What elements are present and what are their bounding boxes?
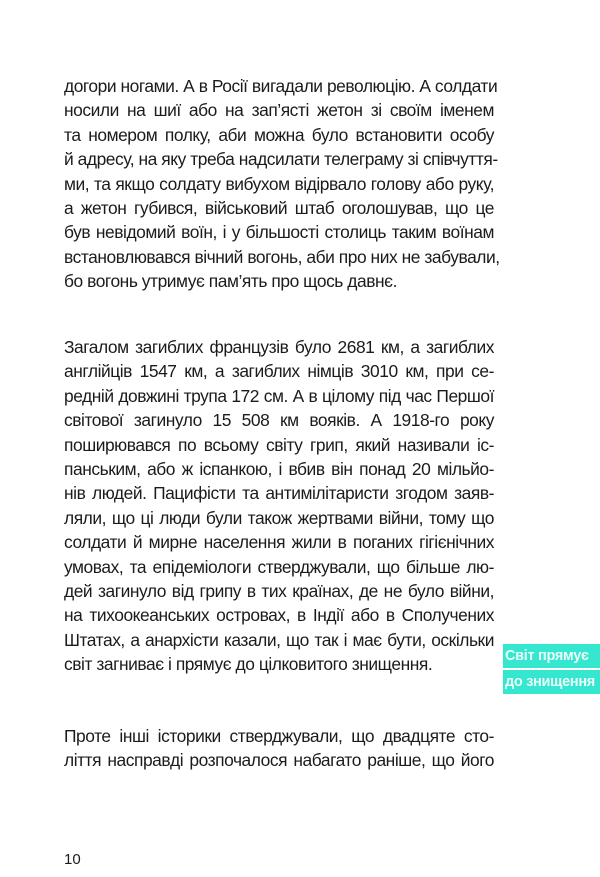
text-line: дей загинуло від грипу в тих країнах, де не було війни,: [64, 581, 494, 602]
text-line: бо вогонь утримує пам’ять про щось давнє.: [64, 271, 397, 292]
text-line: був невідомий воїн, і у більшості столиць таким воїнам: [64, 222, 494, 243]
text-line: умовах, та епідеміологи стверджували, що більше лю-: [64, 556, 494, 577]
paragraph-2: [64, 335, 494, 677]
text-line: поширювався по всьому світу грип, який називали іс-: [64, 434, 494, 455]
text-line: Проте інші історики стверджували, що двадцяте сто-: [64, 726, 494, 746]
text-line: англійців 1547 км, а загиблих німців 3010 км, при се-: [64, 361, 494, 382]
text-line: догори ногами. А в Росії вигадали революцію. А солдати: [64, 76, 498, 96]
text-line: редній довжині трупа 172 см. А в цілому під час Першої: [64, 385, 494, 406]
text-line: світової загинуло 15 508 км вояків. А 1918-го року: [64, 410, 494, 431]
text-line: Загалом загиблих французів було 2681 км, а загиблих: [64, 337, 494, 357]
margin-note-line: Світ прямує: [503, 644, 600, 668]
text-line: нів людей. Пацифісти та антимілітаристи згодом заяв-: [64, 483, 494, 504]
text-line: ляли, що ці люди були також жертвами війни, тому що: [64, 507, 494, 528]
margin-note-line: до знищення: [503, 670, 600, 694]
text-line: панським, або ж іспанкою, і вбив він понад 20 мільйо-: [64, 459, 494, 480]
text-line: Штатах, а анархісти казали, що так і має бути, оскільки: [64, 629, 494, 650]
page-number: 10: [64, 851, 81, 868]
paragraph-3: [64, 724, 494, 773]
text-line: й адресу, на яку треба надсилати телеграму зі співчуття-: [64, 149, 498, 170]
paragraph-1: [64, 74, 500, 294]
text-line: та номером полку, аби можна було встановити особу: [64, 124, 494, 145]
text-line: ліття насправді розпочалося набагато раніше, що його: [64, 750, 494, 771]
text-line: солдати й мирне населення жили в поганих гігієнічних: [64, 532, 494, 553]
text-line: на тихоокеанських островах, в Індії або в Сполучених: [64, 605, 494, 626]
margin-note: [503, 644, 600, 696]
text-line: встановлювався вічний вогонь, аби про них не забували,: [64, 246, 500, 267]
text-line: а жетон губився, військовий штаб оголошував, що це: [64, 198, 494, 219]
text-line: носили на шиї або на зап’ясті жетон зі своїм іменем: [64, 100, 494, 121]
text-line: ми, та якщо солдату вибухом відірвало голову або руку,: [64, 173, 494, 194]
text-line: світ загниває і прямує до цілковитого знищення.: [64, 654, 433, 675]
